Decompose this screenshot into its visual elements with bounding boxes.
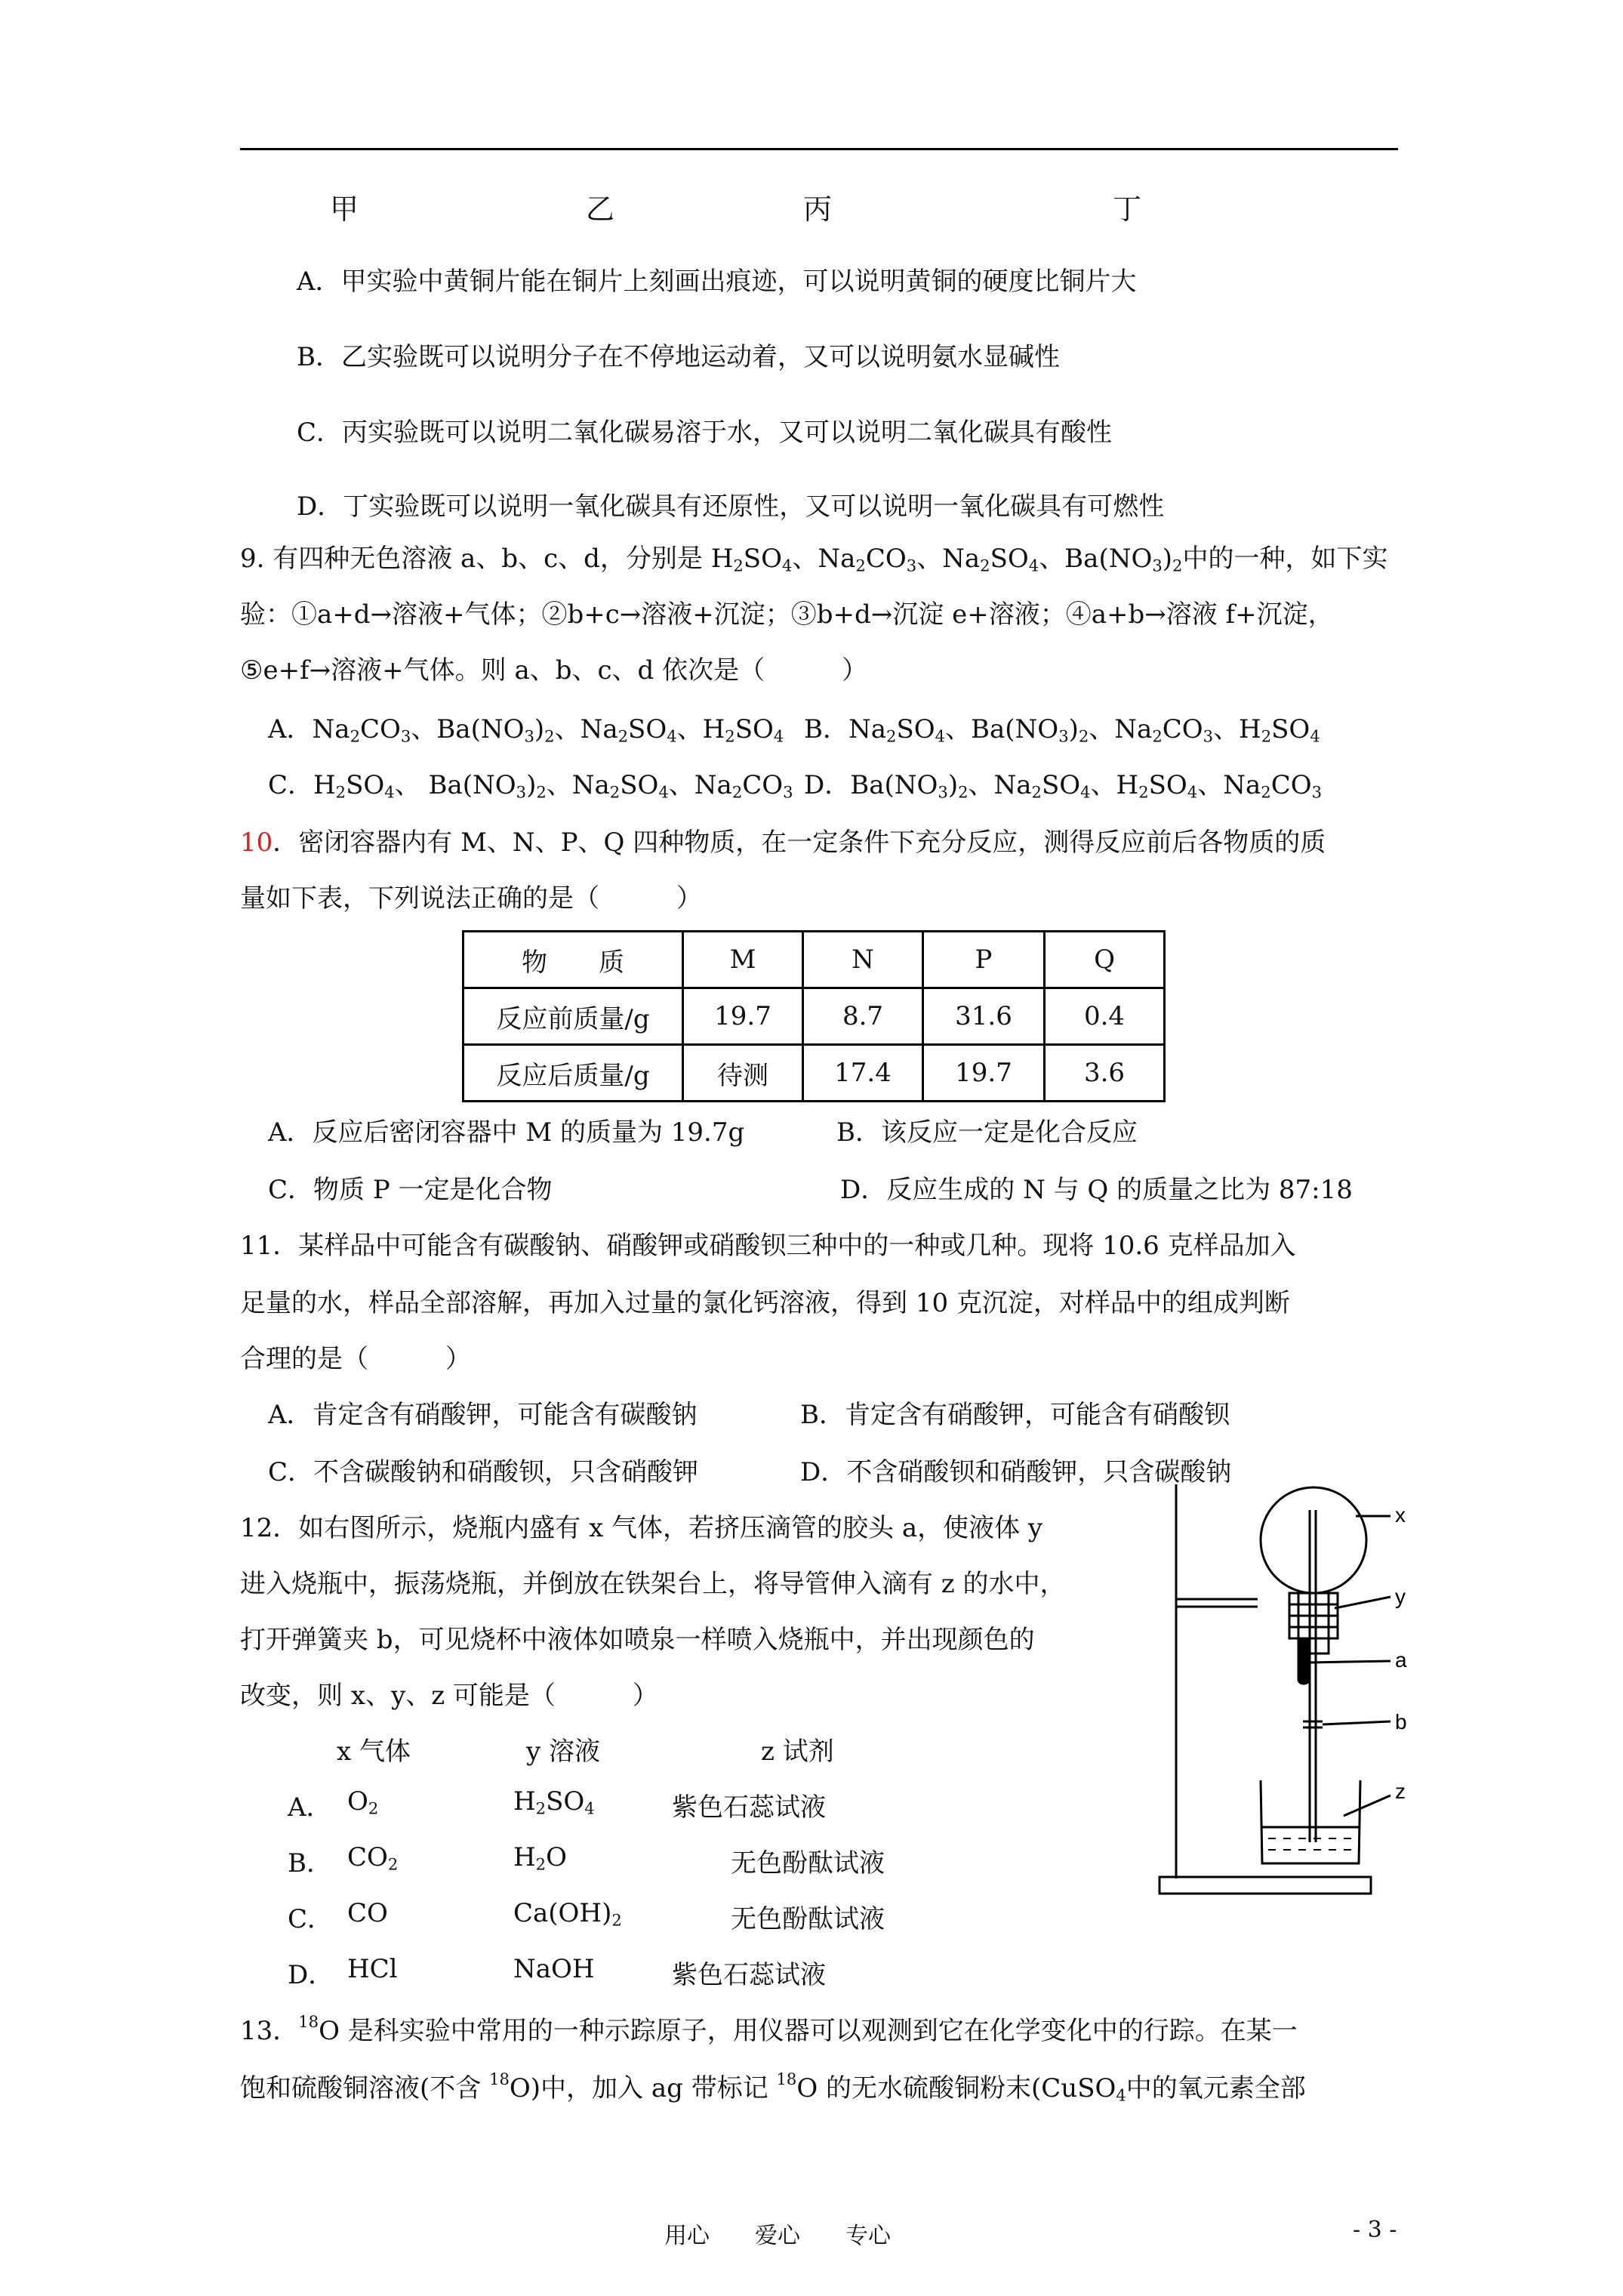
q11-line-2: 足量的水，样品全部溶解，再加入过量的氯化钙溶液，得到 10 克沉淀，对样品中的组成判断: [240, 1288, 1290, 1318]
table-header-row: [463, 932, 1165, 988]
table-cell: 19.7: [683, 988, 803, 1045]
table-cell: Q: [1045, 932, 1165, 988]
q12-option-a-z: 紫色石蕊试液: [672, 1792, 826, 1823]
table-cell: 待测: [683, 1045, 803, 1102]
q11-line-1: 11．某样品中可能含有碳酸钠、硝酸钾或硝酸钡三种中的一种或几种。现将 10.6 克样品加入: [240, 1231, 1296, 1261]
q13-line-1: 13．$^{18}$O 是科实验中常用的一种示踪原子，用仪器可以观测到它在化学变化中的行踪。在某一: [240, 2012, 1298, 2046]
q9-option-a: A．$Na_2CO_3$、$Ba(NO_3)_2$、$Na_2SO_4$、$H_2SO_4$: [268, 714, 784, 746]
dropper-bulb: [1298, 1638, 1309, 1684]
table-cell: N: [803, 932, 923, 988]
figure-label-x: x: [1395, 1503, 1406, 1527]
table-cell: 17.4: [803, 1045, 923, 1102]
table-row: [463, 1045, 1165, 1102]
table-cell: 反应前质量/g: [463, 988, 683, 1045]
q11-option-a: A．肯定含有硝酸钾，可能含有碳酸钠: [268, 1400, 698, 1430]
q9-option-b: B．$Na_2SO_4$、$Ba(NO_3)_2$、$Na_2CO_3$、$H_2SO_4$: [804, 714, 1320, 746]
q12-option-c-y: $Ca(OH)_2$: [513, 1898, 622, 1930]
figure-label-a: a: [1395, 1648, 1407, 1672]
table-cell: 31.6: [923, 988, 1045, 1045]
mass-table: [462, 930, 1166, 1102]
q12-option-d-y: NaOH: [513, 1954, 595, 1984]
q12-option-c-z: 无色酚酞试液: [731, 1904, 885, 1934]
q12-col-head-x: x 气体: [337, 1737, 411, 1767]
q9-line-1: 9. 有四种无色溶液 a、b、c、d，分别是 $H_2SO_4$、$Na_2CO_3$、$Na_2SO_4$、$Ba(NO_3)_2$中的一种，如下实: [240, 544, 1388, 575]
q12-option-a-y: $H_2SO_4$: [513, 1786, 595, 1818]
q12-option-c-letter: C．: [288, 1904, 334, 1934]
q12-option-a-letter: A．: [288, 1792, 332, 1823]
table-cell: 0.4: [1045, 988, 1165, 1045]
q10-line-1: 10．密闭容器内有 M、N、P、Q 四种物质，在一定条件下充分反应，测得反应前后各物质的质: [240, 827, 1326, 858]
fountain-apparatus-figure: [1155, 1480, 1412, 1903]
table-cell: 19.7: [923, 1045, 1045, 1102]
table-cell: 8.7: [803, 988, 923, 1045]
q8-option-c: C．丙实验既可以说明二氧化碳易溶于水，又可以说明二氧化碳具有酸性: [297, 418, 1113, 448]
q11-line-3: 合理的是（ ）: [240, 1344, 471, 1374]
q10-option-c: C．物质 P 一定是化合物: [268, 1175, 553, 1205]
q8-option-a: A．甲实验中黄铜片能在铜片上刻画出痕迹，可以说明黄铜的硬度比铜片大: [297, 267, 1137, 297]
q11-option-c: C．不含碳酸钠和硝酸钡，只含硝酸钾: [268, 1457, 699, 1487]
q12-line-1: 12．如右图所示，烧瓶内盛有 x 气体，若挤压滴管的胶头 a，使液体 y: [240, 1513, 1043, 1543]
flask: [1261, 1487, 1366, 1593]
q12-option-c-x: CO: [347, 1898, 388, 1928]
q13-line-2: 饱和硫酸铜溶液(不含 $^{18}$O)中，加入 ag 带标记 $^{18}$O 的无水硫酸铜粉末(CuSO$_4$中的氧元素全部: [240, 2069, 1306, 2105]
q12-option-a-x: $O_2$: [347, 1786, 379, 1818]
q9-option-c: C．$H_2SO_4$、 $Ba(NO_3)_2$、$Na_2SO_4$、$Na_2CO_3$: [268, 770, 793, 802]
table-cell: P: [923, 932, 1045, 988]
label-bing: 丙: [803, 193, 833, 226]
q12-option-b-x: $CO_2$: [347, 1842, 399, 1874]
q12-option-d-x: HCl: [347, 1954, 398, 1984]
q10-number: 10: [240, 827, 273, 858]
q12-col-head-z: z 试剂: [761, 1737, 834, 1767]
q10-option-d: D．反应生成的 N 与 Q 的质量之比为 87:18: [840, 1175, 1353, 1205]
label-ding: 丁: [1113, 193, 1142, 226]
q9-line-3: ⑤e+f→溶液+气体。则 a、b、c、d 依次是（ ）: [240, 655, 868, 686]
q8-option-d: D．丁实验既可以说明一氧化碳具有还原性，又可以说明一氧化碳具有可燃性: [297, 492, 1165, 522]
q8-option-b: B．乙实验既可以说明分子在不停地运动着，又可以说明氨水显碱性: [297, 342, 1060, 372]
table-cell: 3.6: [1045, 1045, 1165, 1102]
q12-option-d-letter: D．: [288, 1960, 334, 1990]
q10-line-2: 量如下表，下列说法正确的是（ ）: [240, 883, 702, 914]
table-row: [463, 988, 1165, 1045]
table-cell: 物 质: [463, 932, 683, 988]
q12-line-3: 打开弹簧夹 b，可见烧杯中液体如喷泉一样喷入烧瓶中，并出现颜色的: [240, 1625, 1035, 1655]
label-jia: 甲: [330, 193, 359, 226]
q9-line-2: 验：①a+d→溶液+气体；②b+c→溶液+沉淀；③b+d→沉淀 e+溶液；④a+b→溶液 f+沉淀，: [240, 599, 1334, 630]
figure-label-b: b: [1395, 1710, 1407, 1734]
q12-option-b-z: 无色酚酞试液: [731, 1848, 885, 1878]
q12-line-4: 改变，则 x、y、z 可能是（ ）: [240, 1681, 658, 1711]
q12-option-b-y: $H_2O$: [513, 1842, 567, 1874]
page-number: - 3 -: [1353, 2217, 1397, 2243]
label-yi: 乙: [586, 193, 615, 226]
q10-option-b: B．该反应一定是化合反应: [836, 1117, 1138, 1148]
q12-col-head-y: y 溶液: [526, 1737, 601, 1767]
table-cell: 反应后质量/g: [463, 1045, 683, 1102]
figure-label-z: z: [1395, 1780, 1406, 1803]
footer-slogan: 用心 爱心 专心: [664, 2223, 891, 2249]
q11-option-b: B．肯定含有硝酸钾，可能含有硝酸钡: [800, 1400, 1230, 1430]
q9-option-d: D．$Ba(NO_3)_2$、$Na_2SO_4$、$H_2SO_4$、$Na_2CO_3$: [804, 770, 1322, 802]
q12-option-b-letter: B．: [288, 1848, 332, 1878]
q12-line-2: 进入烧瓶中，振荡烧瓶，并倒放在铁架台上，将导管伸入滴有 z 的水中，: [240, 1569, 1066, 1599]
q10-option-a: A．反应后密闭容器中 M 的质量为 19.7g: [268, 1117, 745, 1148]
q12-option-d-z: 紫色石蕊试液: [672, 1960, 826, 1990]
q11-option-d: D．不含硝酸钡和硝酸钾，只含碳酸钠: [800, 1457, 1232, 1487]
header-rule: [240, 148, 1398, 150]
table-cell: M: [683, 932, 803, 988]
stand-base: [1160, 1877, 1371, 1894]
figure-label-y: y: [1395, 1585, 1406, 1608]
